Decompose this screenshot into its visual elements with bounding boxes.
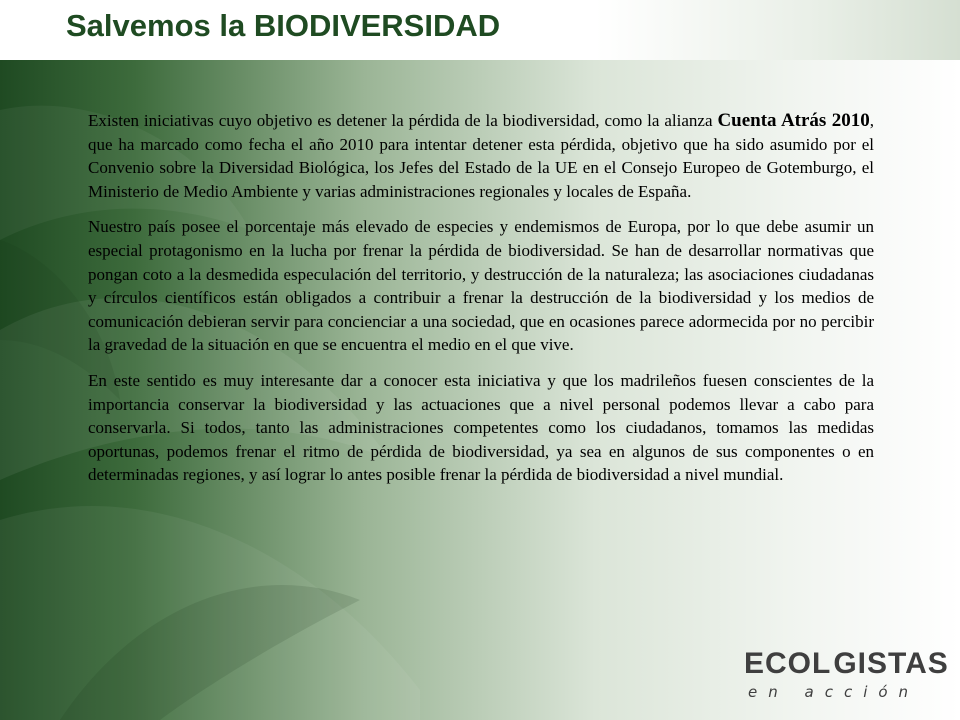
page-title: Salvemos la BIODIVERSIDAD bbox=[66, 8, 501, 43]
logo-text-end: GISTAS bbox=[833, 647, 949, 680]
logo-wordmark bbox=[744, 647, 949, 680]
paragraph-1-end: , que ha marcado como fecha el año 2010 para intentar detener esta pérdida, objetivo que ha sido asumido por el Convenio sobre la Diversidad Biológica, los Jefes del Estado de la UE en el Consejo Europeo de Gotemburgo, el Ministerio de Medio Ambiente y varias administraciones regionales y locales de España. bbox=[88, 111, 875, 201]
logo-text-start: ECOL bbox=[744, 647, 832, 680]
body-text bbox=[88, 109, 874, 499]
paragraph-1-start: Existen iniciativas cuyo objetivo es detener la pérdida de la biodiversidad, como la alianza bbox=[88, 111, 718, 130]
paragraph-1 bbox=[88, 109, 874, 203]
logo-subtitle: en acción bbox=[748, 683, 920, 701]
campaign-name: Cuenta Atrás 2010 bbox=[717, 110, 870, 131]
ecologistas-logo bbox=[744, 647, 949, 708]
paragraph-2: Nuestro país posee el porcentaje más elevado de especies y endemismos de Europa, por lo que debe asumir un especial protagonismo en la lucha por frenar la pérdida de biodiversidad. Se han de desarrollar normativas que pongan coto a la desmedida especulación del territorio, y destrucción de la naturaleza; las asociaciones ciudadanas y círculos científicos están obligados a contribuir a frenar la destrucción de la biodiversidad y los medios de comunicación debieran servir para concienciar a una sociedad, que en ocasiones parece adormecida por no percibir la gravedad de la situación en que se encuentra el medio en el que vive. bbox=[88, 217, 874, 355]
paragraph-3: En este sentido es muy interesante dar a conocer esta iniciativa y que los madrileños fuesen conscientes de la importancia conservar la biodiversidad y las actuaciones que a nivel personal podemos llevar a cabo para conservarla. Si todos, tanto las administraciones competentes como los ciudadanos, tomamos las medidas oportunas, podemos frenar el ritmo de pérdida de biodiversidad, ya sea en algunos de sus componentes o en determinadas regiones, y así lograr lo antes posible frenar la pérdida de biodiversidad a nivel mundial. bbox=[88, 370, 874, 485]
